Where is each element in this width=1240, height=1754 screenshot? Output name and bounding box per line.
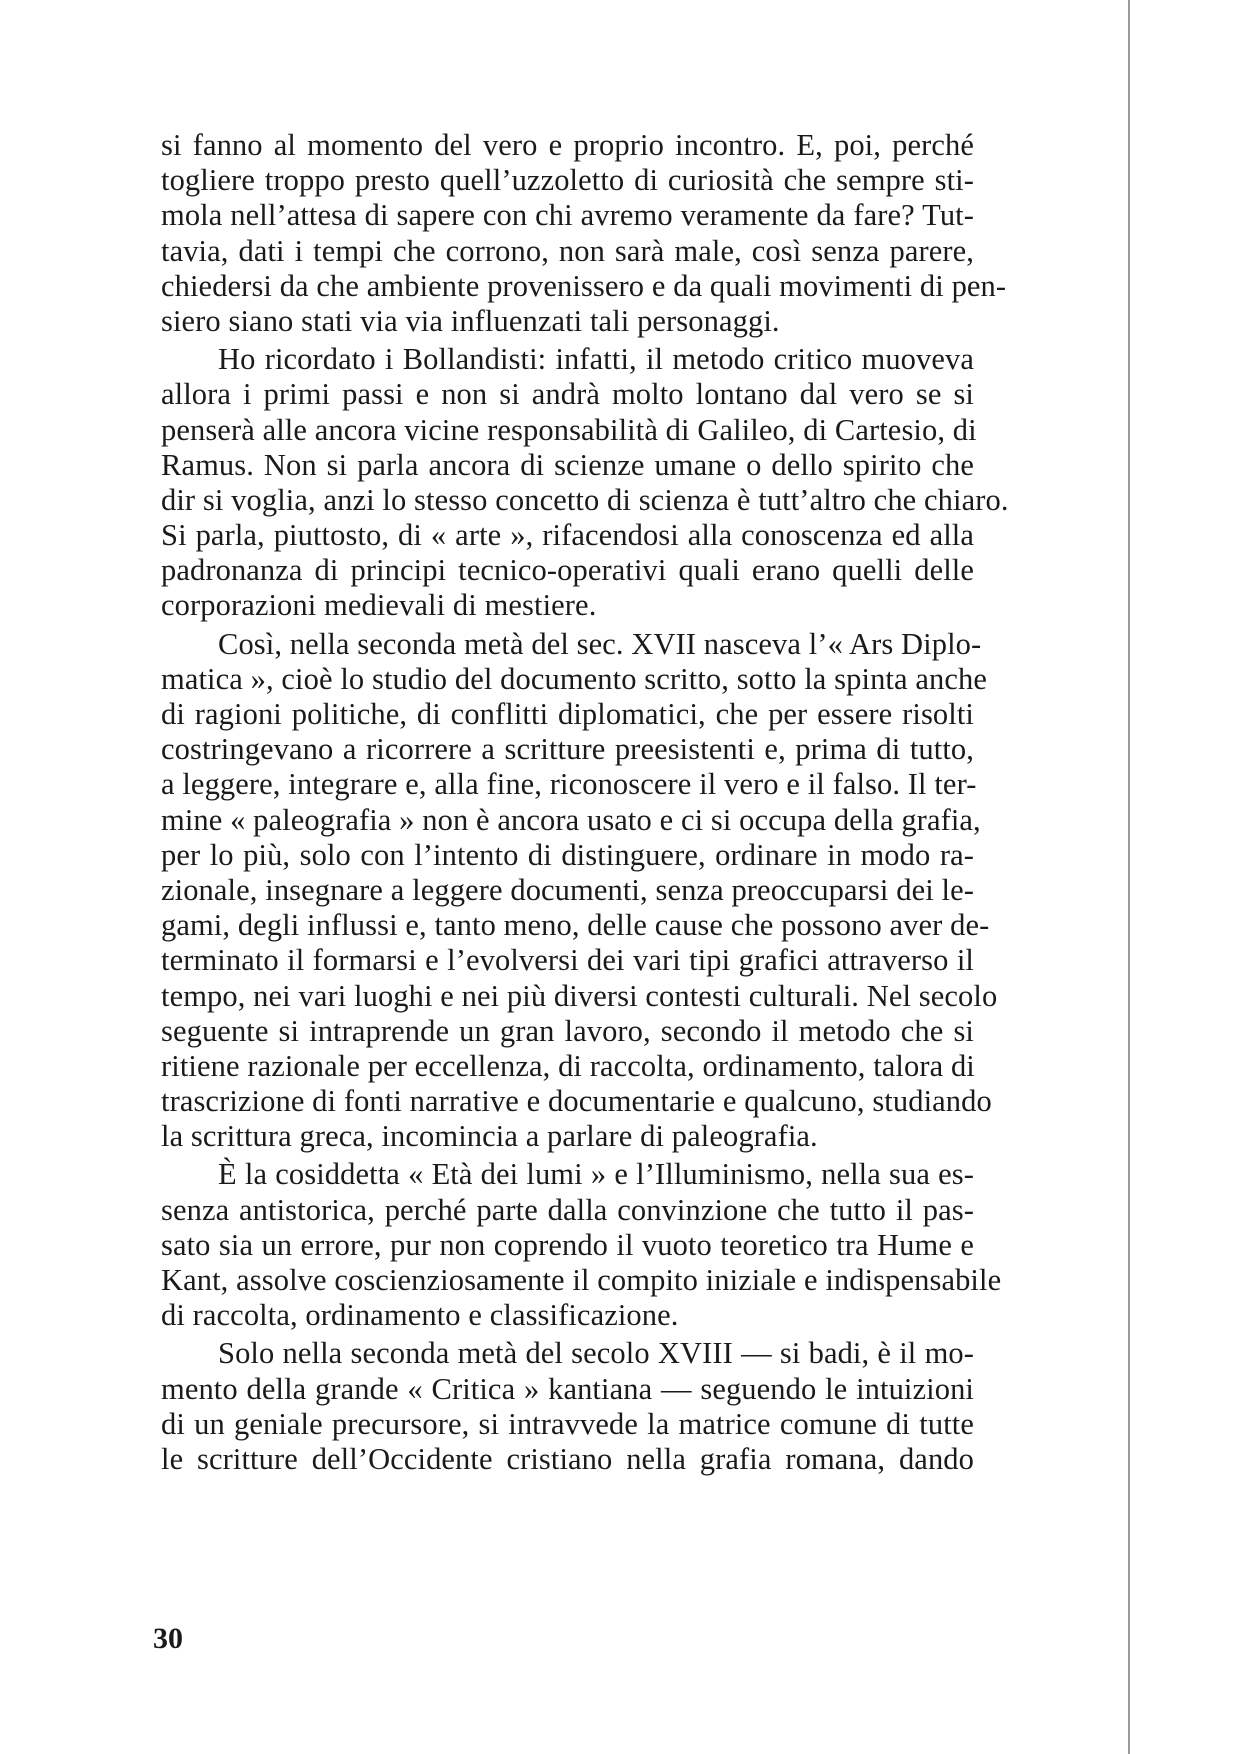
paragraph [161, 626, 998, 1155]
text-line: matica », cioè lo studio del documento scritto, sotto la spinta anche [161, 661, 987, 696]
text-line: allora i primi passi e non si andrà molto lontano dal vero se si [161, 377, 974, 412]
text-line: Così, nella seconda metà del sec. XVII nasceva l’« Ars Diplo- [218, 626, 982, 661]
text-line: È la cosiddetta « Età dei lumi » e l’Illuminismo, nella sua es- [218, 1157, 974, 1192]
text-line: si fanno al momento del vero e proprio incontro. E, poi, perché [161, 128, 974, 162]
text-line: penserà alle ancora vicine responsabilità di Galileo, di Cartesio, di [161, 412, 977, 447]
text-line: tempo, nei vari luoghi e nei più diversi contesti culturali. Nel secolo [161, 978, 998, 1013]
text-line: di ragioni politiche, di conflitti diplomatici, che per essere risolti [161, 697, 974, 731]
text-line: Kant, assolve coscienziosamente il compito iniziale e indispensabile [161, 1263, 1002, 1297]
text-line: corporazioni medievali di mestiere. [161, 588, 597, 623]
text-line: seguente si intraprende un gran lavoro, secondo il metodo che si [161, 1013, 974, 1048]
text-line: ritiene razionale per eccellenza, di raccolta, ordinamento, talora di [161, 1048, 975, 1083]
text-line: mola nell’attesa di sapere con chi avremo veramente da fare? Tut- [161, 198, 974, 233]
body-text [161, 128, 1009, 1477]
text-line: di raccolta, ordinamento e classificazione. [161, 1298, 679, 1333]
text-line: a leggere, integrare e, alla fine, riconoscere il vero e il falso. Il ter- [161, 767, 977, 802]
text-line: senza antistorica, perché parte dalla convinzione che tutto il pas- [161, 1192, 974, 1227]
text-line: Ramus. Non si parla ancora di scienze umane o dello spirito che [161, 447, 974, 482]
text-line: sato sia un errore, pur non coprendo il vuoto teoretico tra Hume e [161, 1227, 974, 1262]
text-line: dir si voglia, anzi lo stesso concetto di scienza è tutt’altro che chiaro. [161, 482, 1009, 517]
text-line: costringevano a ricorrere a scritture preesistenti e, prima di tutto, [161, 732, 974, 767]
text-line: trascrizione di fonti narrative e documentarie e qualcuno, studiando [161, 1084, 992, 1119]
text-line: mento della grande « Critica » kantiana — seguendo le intuizioni [161, 1371, 974, 1406]
paragraph [161, 1157, 1002, 1333]
paragraph [161, 128, 1007, 339]
page-number: 30 [153, 1622, 183, 1655]
paragraph [161, 1336, 974, 1477]
text-line: mine « paleografia » non è ancora usato e ci si occupa della grafia, [161, 802, 981, 837]
text-line: gami, degli influssi e, tanto meno, delle cause che possono aver de- [161, 908, 990, 943]
text-line: padronanza di principi tecnico-operativi quali erano quelli delle [161, 553, 974, 588]
text-line: per lo più, solo con l’intento di distinguere, ordinare in modo ra- [161, 837, 974, 872]
text-line: Si parla, piuttosto, di « arte », rifacendosi alla conoscenza ed alla [161, 518, 974, 553]
text-line: Solo nella seconda metà del secolo XVIII — si badi, è il mo- [218, 1336, 974, 1371]
page-edge-divider [1128, 0, 1130, 1754]
text-line: togliere troppo presto quell’uzzoletto di curiosità che sempre sti- [161, 163, 974, 198]
text-line: terminato il formarsi e l’evolversi dei vari tipi grafici attraverso il [161, 943, 974, 978]
text-line: chiedersi da che ambiente provenissero e da quali movimenti di pen- [161, 268, 1007, 303]
text-line: zionale, insegnare a leggere documenti, senza preoccuparsi dei le- [161, 872, 974, 907]
text-line: di un geniale precursore, si intravvede la matrice comune di tutte [161, 1406, 974, 1441]
text-line: tavia, dati i tempi che corrono, non sarà male, così senza parere, [161, 233, 974, 268]
paragraph [161, 342, 1009, 624]
text-line: siero siano stati via via influenzati tali personaggi. [161, 303, 780, 338]
text-line: Ho ricordato i Bollandisti: infatti, il metodo critico muoveva [218, 342, 974, 377]
text-line: la scrittura greca, incomincia a parlare di paleografia. [161, 1119, 818, 1154]
text-line: le scritture dell’Occidente cristiano nella grafia romana, dando [161, 1441, 974, 1476]
